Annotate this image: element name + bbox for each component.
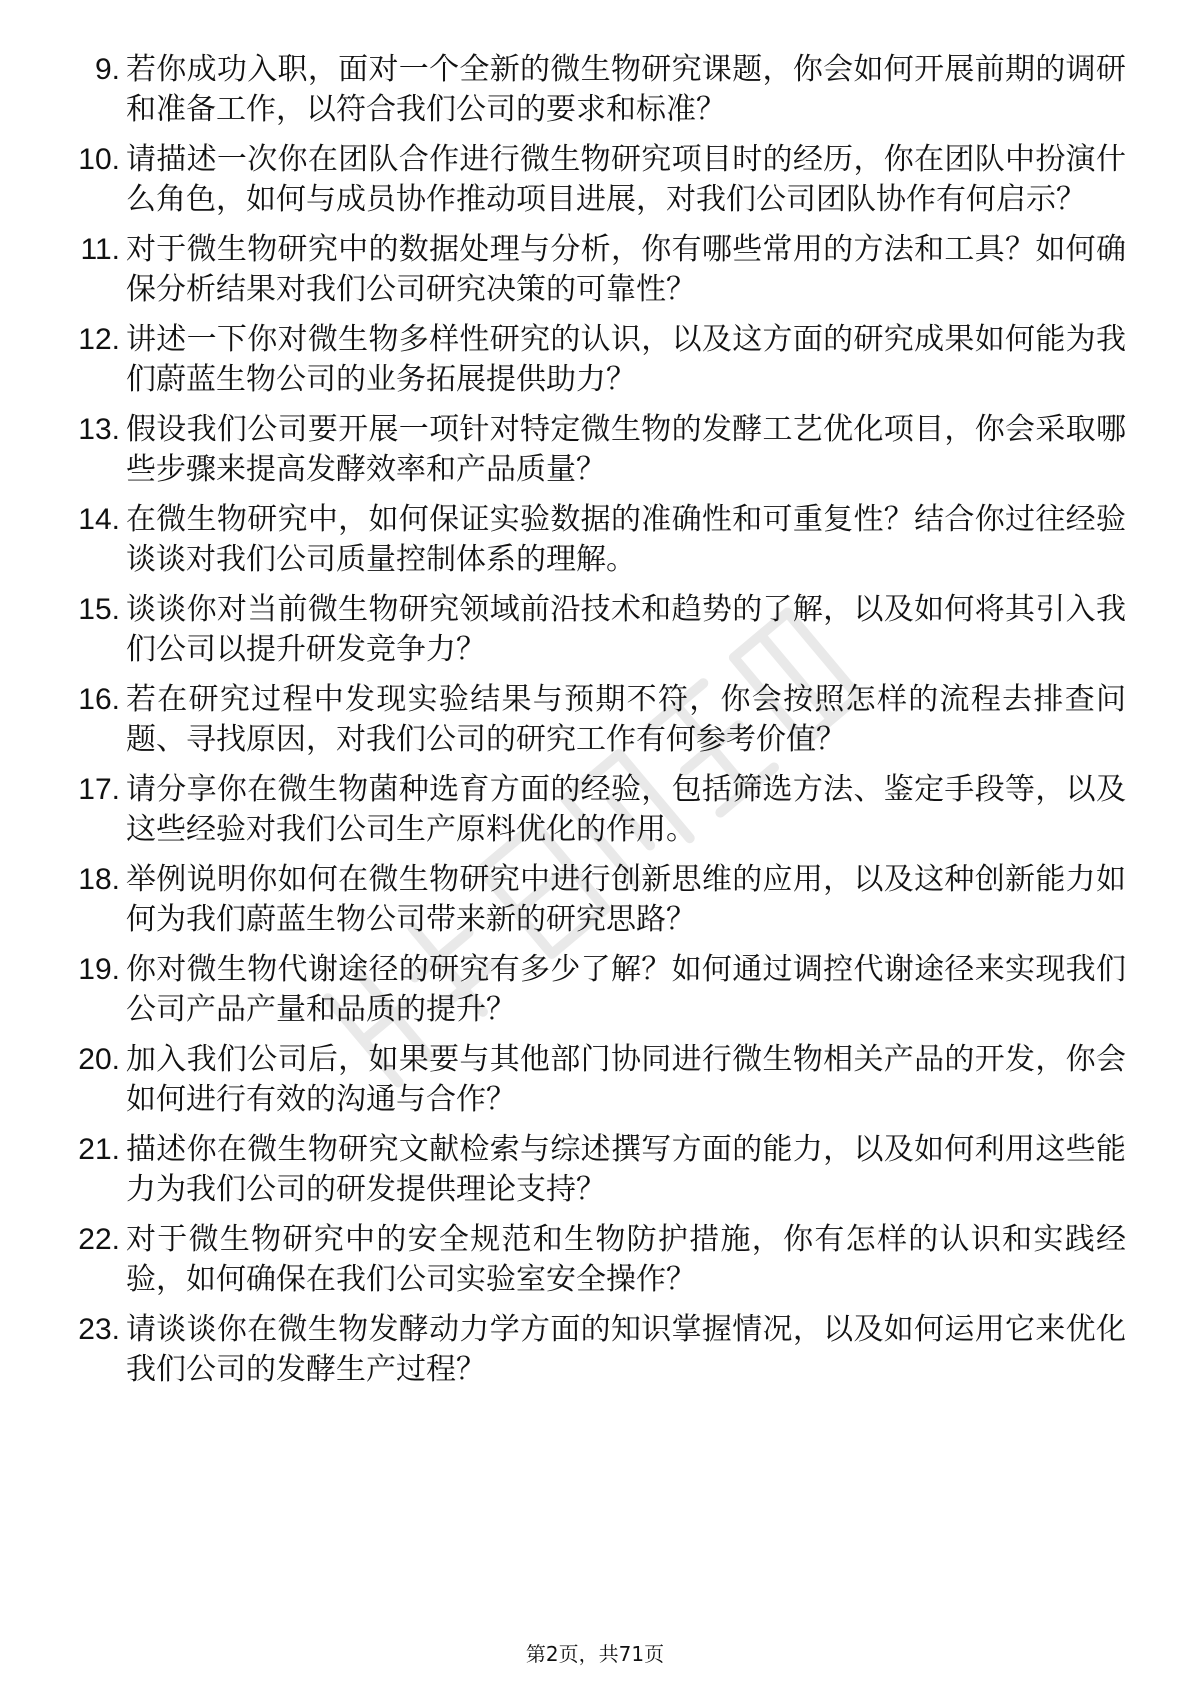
question-text: 举例说明你如何在微生物研究中进行创新思维的应用，以及这种创新能力如何为我们蔚蓝生物公司带来新的研究思路？ — [126, 862, 1126, 937]
question-text: 请谈谈你在微生物发酵动力学方面的知识掌握情况，以及如何运用它来优化我们公司的发酵生产过程？ — [126, 1312, 1126, 1387]
question-item — [0, 500, 1190, 580]
question-item — [0, 950, 1190, 1030]
question-text: 假设我们公司要开展一项针对特定微生物的发酵工艺优化项目，你会采取哪些步骤来提高发酵效率和产品质量？ — [126, 412, 1126, 487]
question-number: 14. — [78, 503, 120, 536]
question-number: 20. — [78, 1043, 120, 1076]
question-item — [0, 590, 1190, 670]
question-item — [0, 770, 1190, 850]
question-item — [0, 860, 1190, 940]
question-number: 21. — [78, 1133, 120, 1166]
question-number: 22. — [78, 1223, 120, 1256]
question-text: 讲述一下你对微生物多样性研究的认识，以及这方面的研究成果如何能为我们蔚蓝生物公司的业务拓展提供助力？ — [126, 322, 1126, 397]
question-number: 19. — [78, 953, 120, 986]
question-text: 请分享你在微生物菌种选育方面的经验，包括筛选方法、鉴定手段等，以及这些经验对我们公司生产原料优化的作用。 — [126, 772, 1126, 847]
question-item — [0, 230, 1190, 310]
question-item — [0, 1040, 1190, 1120]
question-text: 谈谈你对当前微生物研究领域前沿技术和趋势的了解，以及如何将其引入我们公司以提升研发竞争力？ — [126, 592, 1126, 667]
question-number: 16. — [78, 683, 120, 716]
page-footer: 第2页，共71页 — [525, 1642, 665, 1666]
question-number: 23. — [78, 1313, 120, 1346]
question-number: 13. — [78, 413, 120, 446]
question-item — [0, 1220, 1190, 1300]
question-item — [0, 140, 1190, 220]
question-number: 12. — [78, 323, 120, 356]
question-number: 9. — [94, 53, 120, 86]
question-text: 请描述一次你在团队合作进行微生物研究项目时的经历，你在团队中扮演什么角色，如何与成员协作推动项目进展，对我们公司团队协作有何启示？ — [126, 142, 1126, 217]
question-item — [0, 50, 1190, 130]
question-text: 对于微生物研究中的安全规范和生物防护措施，你有怎样的认识和实践经验，如何确保在我们公司实验室安全操作？ — [126, 1222, 1126, 1297]
question-list — [0, 50, 1190, 1400]
question-number: 17. — [78, 773, 120, 806]
question-item — [0, 410, 1190, 490]
question-text: 若你成功入职，面对一个全新的微生物研究课题，你会如何开展前期的调研和准备工作，以符合我们公司的要求和标准？ — [126, 52, 1126, 127]
question-number: 10. — [78, 143, 120, 176]
question-number: 15. — [78, 593, 120, 626]
question-item — [0, 320, 1190, 400]
question-item — [0, 1310, 1190, 1390]
question-item — [0, 680, 1190, 760]
question-text: 描述你在微生物研究文献检索与综述撰写方面的能力，以及如何利用这些能力为我们公司的研发提供理论支持？ — [126, 1132, 1126, 1207]
question-item — [0, 1130, 1190, 1210]
question-text: 加入我们公司后，如果要与其他部门协同进行微生物相关产品的开发，你会如何进行有效的沟通与合作？ — [126, 1042, 1126, 1117]
question-number: 11. — [80, 233, 120, 266]
question-text: 你对微生物代谢途径的研究有多少了解？如何通过调控代谢途径来实现我们公司产品产量和品质的提升？ — [126, 952, 1126, 1027]
question-number: 18. — [78, 863, 120, 896]
question-text: 在微生物研究中，如何保证实验数据的准确性和可重复性？结合你过往经验谈谈对我们公司质量控制体系的理解。 — [126, 502, 1126, 577]
question-text: 若在研究过程中发现实验结果与预期不符，你会按照怎样的流程去排查问题、寻找原因，对我们公司的研究工作有何参考价值？ — [126, 682, 1126, 757]
question-text: 对于微生物研究中的数据处理与分析，你有哪些常用的方法和工具？如何确保分析结果对我们公司研究决策的可靠性？ — [126, 232, 1126, 307]
